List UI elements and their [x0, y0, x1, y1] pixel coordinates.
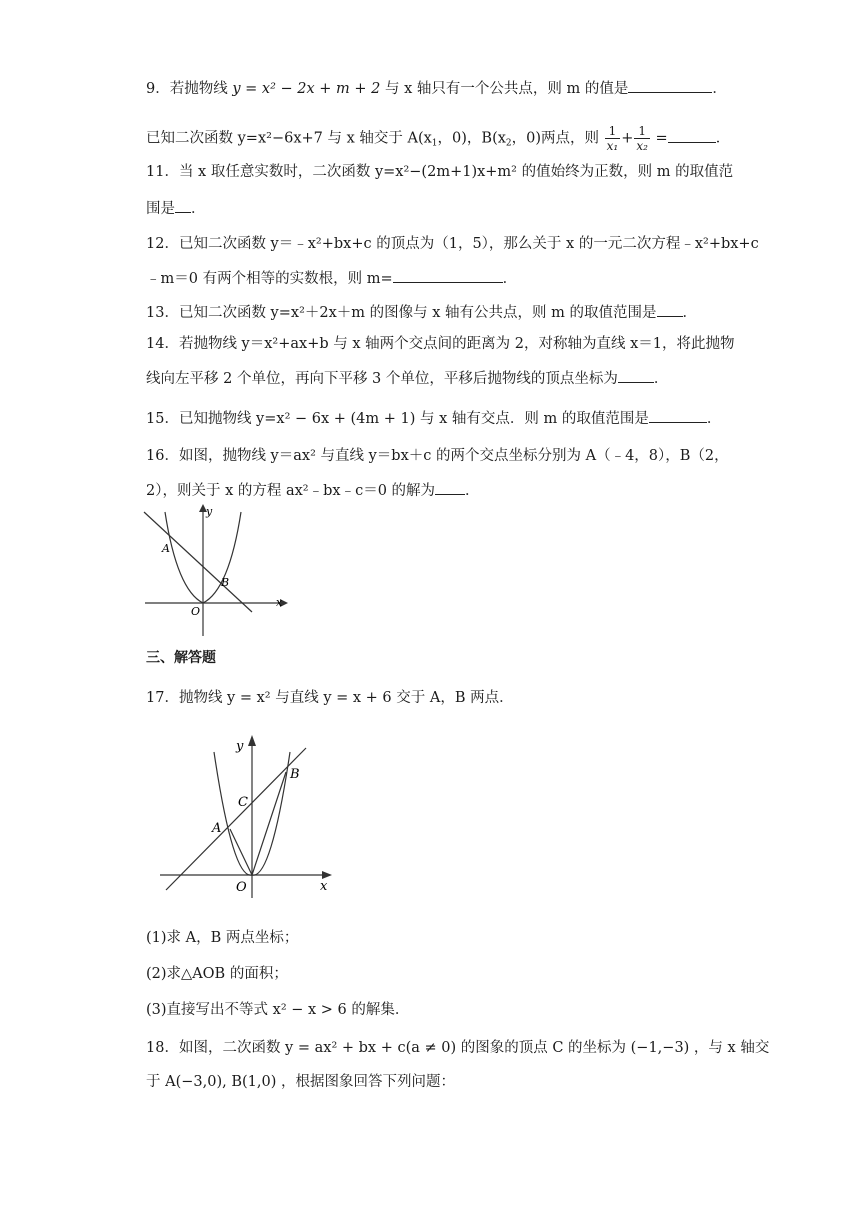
answer-blank[interactable]	[668, 128, 716, 143]
label-x: x	[320, 879, 328, 894]
q9-end: ．	[712, 81, 727, 97]
q13-text: 13．已知二次函数 y=x²＋2x＋m 的图像与 x 轴有公共点，则 m 的取值范围是	[146, 305, 657, 321]
q14-text: 线向左平移 2 个单位，再向下平移 3 个单位，平移后抛物线的顶点坐标为	[146, 371, 618, 387]
q15-end: ．	[706, 411, 722, 427]
fraction-1-over-x1: $\frac{1}{\text{x₁}}$	[606, 124, 619, 153]
answer-blank[interactable]	[649, 408, 707, 423]
fraction-1-over-x2: $\frac{1}{\text{x₂}}$	[636, 124, 648, 153]
label-O: O	[191, 605, 201, 618]
label-B: B	[221, 576, 230, 589]
x-axis-arrow-icon	[322, 871, 332, 879]
figure-parabola-line-2	[156, 730, 346, 900]
question-12-line-2	[146, 268, 720, 289]
q9-text-b: 与 x 轴只有一个公共点，则 m 的值是	[380, 81, 629, 97]
label-A: A	[212, 821, 222, 836]
q16-end: ．	[465, 483, 480, 499]
q9-formula: y = x² − 2x + m + 2	[232, 81, 381, 97]
question-11-line-1: 11．当 x 取任意实数时，二次函数 y=x²−(2m+1)x+m² 的值始终为正数，则 m 的取值范	[146, 164, 734, 180]
line	[144, 512, 252, 612]
y-axis-arrow-icon	[248, 735, 256, 746]
segment-OB	[252, 772, 286, 875]
label-O: O	[236, 880, 247, 895]
q16-text: 2），则关于 x 的方程 ax²﹣bx﹣c＝0 的解为	[146, 483, 436, 499]
question-11-line-2	[146, 198, 720, 219]
answer-blank[interactable]	[657, 302, 683, 317]
question-16-line-1: 16．如图，抛物线 y＝ax² 与直线 y＝bx＋c 的两个交点坐标分别为 A（﹣4，8），B（2，	[146, 448, 729, 464]
question-9	[146, 78, 727, 99]
q10-end: ．	[715, 130, 731, 147]
question-12-line-1: 12．已知二次函数 y＝﹣x²+bx+c 的顶点为（1，5），那么关于 x 的一元二次方程﹣x²+bx+c	[146, 236, 759, 252]
equals-sign: =	[650, 130, 668, 147]
answer-blank[interactable]	[628, 78, 712, 93]
question-17-part-1: (1)求 A，B 两点坐标；	[146, 930, 299, 946]
q10-text-b: ，0)，B(x	[437, 130, 506, 147]
label-A: A	[162, 542, 170, 555]
label-y: y	[236, 739, 244, 754]
question-10: 已知二次函数 y=x²−6x+7 与 x 轴交于 $A(x_1$，0)，$B(x_2$，0)两点，则 $\frac{1}{\text{x₁}}$ + $\frac{1}{\text{x₂}}$ = ．	[146, 124, 731, 153]
question-18-line-1: 18．如图，二次函数 y = ax² + bx + c(a ≠ 0) 的图象的顶点 C 的坐标为 (−1,−3) ，与 x 轴交	[146, 1040, 770, 1056]
q9-text-a: 若抛物线	[169, 81, 233, 97]
label-x: x	[276, 596, 283, 609]
question-14-line-1: 14．若抛物线 y＝x²+ax+b 与 x 轴两个交点间的距离为 2，对称轴为直线 x＝1，将此抛物	[146, 336, 735, 352]
q10-text-a: 已知二次函数 y=x²−6x+7 与 x 轴交于 A(x	[146, 130, 432, 147]
question-17-part-3: (3)直接写出不等式 x² − x > 6 的解集．	[146, 1002, 410, 1018]
label-C: C	[238, 795, 248, 810]
question-17-part-2: (2)求△AOB 的面积；	[146, 966, 288, 982]
q9-number: 9．	[146, 81, 170, 97]
segment-OA	[230, 829, 252, 875]
q12-text: ﹣m＝0 有两个相等的实数根，则 m=	[146, 271, 393, 287]
question-15	[146, 408, 720, 429]
label-y: y	[206, 505, 213, 518]
question-14-line-2	[146, 368, 720, 389]
line	[166, 748, 306, 890]
q11-text: 围是	[146, 201, 175, 217]
q13-end: ．	[682, 305, 698, 321]
q11-end: ．	[191, 201, 206, 217]
q14-end: ．	[653, 371, 669, 387]
figure-parabola-line-1	[140, 502, 290, 642]
section-heading: 三、解答题	[146, 650, 216, 666]
question-16-line-2	[146, 480, 720, 501]
answer-blank[interactable]	[393, 268, 503, 283]
label-B: B	[290, 767, 300, 782]
question-17: 17．抛物线 y = x² 与直线 y = x + 6 交于 A，B 两点．	[146, 690, 514, 706]
plus-sign: +	[621, 130, 634, 147]
question-13	[146, 302, 720, 323]
q10-text-c: ，0)两点，则	[511, 130, 600, 147]
question-18-line-2: 于 A(−3,0), B(1,0) ，根据图象回答下列问题：	[146, 1074, 455, 1090]
answer-blank[interactable]	[175, 198, 191, 213]
answer-blank[interactable]	[618, 368, 654, 383]
q12-end: ．	[502, 271, 518, 287]
q15-text: 15．已知抛物线 y=x² − 6x + (4m + 1) 与 x 轴有交点．则 m 的取值范围是	[146, 411, 649, 427]
answer-blank[interactable]	[435, 480, 465, 495]
